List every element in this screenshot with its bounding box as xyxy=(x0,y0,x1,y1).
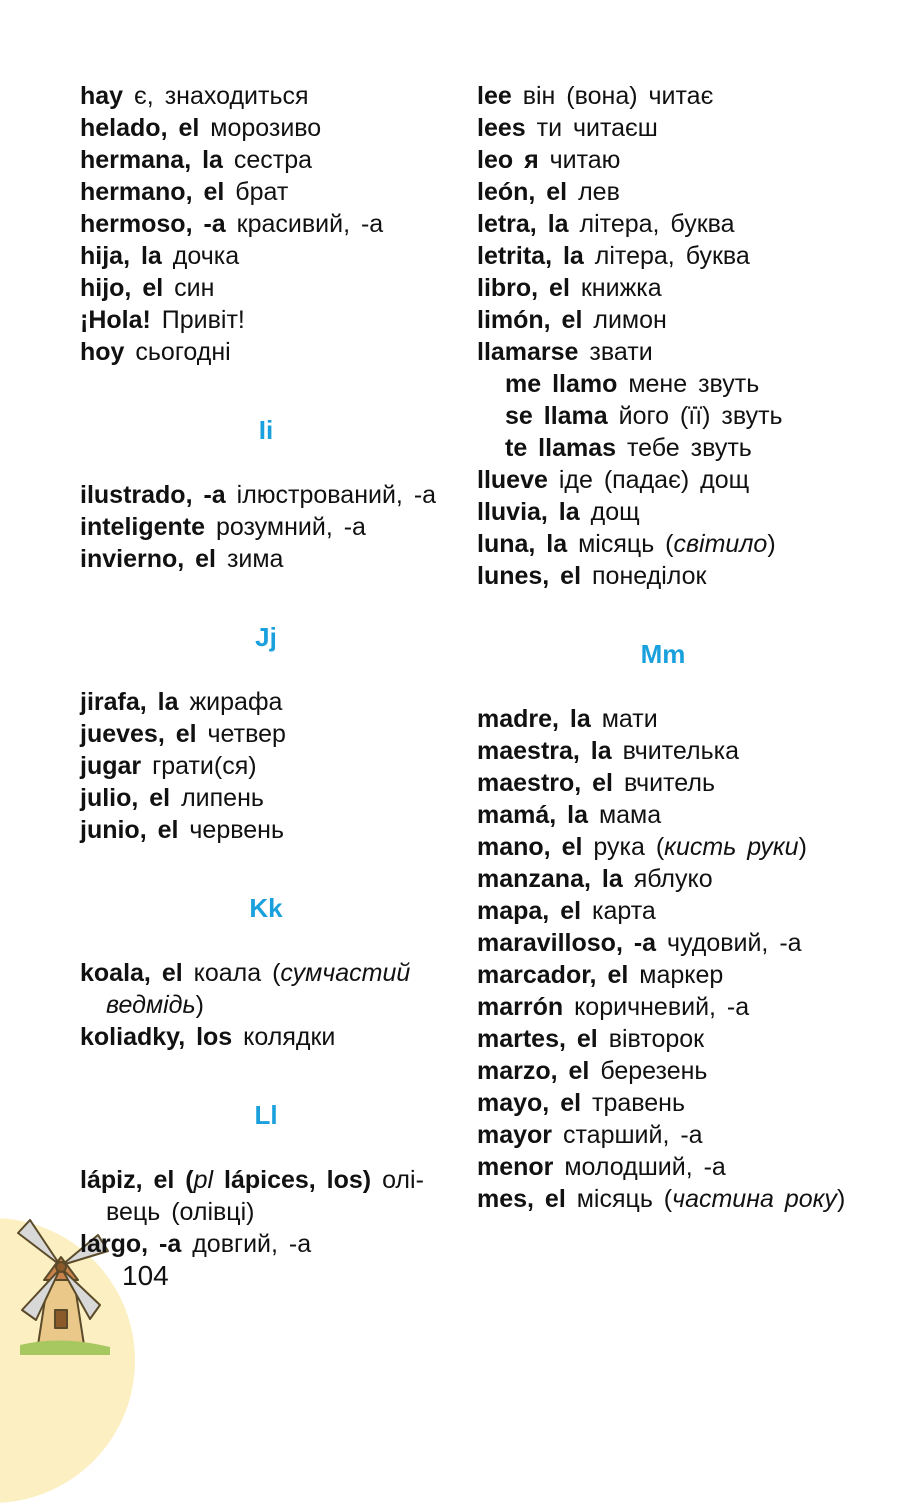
dictionary-entry xyxy=(477,1023,849,1055)
entry-translation: червень xyxy=(189,816,284,844)
entry-headword: hoy xyxy=(80,338,125,366)
entry-headword: jirafa, la xyxy=(80,688,179,716)
entry-translation: місяць ( xyxy=(576,1185,673,1213)
dictionary-entry xyxy=(80,1228,452,1260)
entry-headword: martes, el xyxy=(477,1025,598,1053)
dictionary-entry xyxy=(80,144,452,176)
entry-headword: leo я xyxy=(477,146,539,174)
dictionary-entry xyxy=(80,336,452,368)
llamarse-subentries xyxy=(477,368,849,464)
entry-translation: його (її) звуть xyxy=(618,402,783,430)
entry-translation: місяць ( xyxy=(578,530,674,558)
entry-translation: літера, буква xyxy=(594,242,750,270)
entry-translation: морозиво xyxy=(210,114,322,142)
entry-translation: лев xyxy=(578,178,620,206)
entry-headword: te llamas xyxy=(505,434,617,462)
entry-headword: mano, el xyxy=(477,833,583,861)
entry-headword: hija, la xyxy=(80,242,162,270)
entry-headword: maestra, la xyxy=(477,737,612,765)
entry-headword: limón, el xyxy=(477,306,583,334)
entry-headword: marrón xyxy=(477,993,564,1021)
entry-note: сумчастий ведмідь xyxy=(106,959,411,1019)
entry-abbreviation: pl xyxy=(193,1166,214,1194)
entry-translation: брат xyxy=(235,178,289,206)
entry-headword: lees xyxy=(477,114,526,142)
entry-headword: mapa, el xyxy=(477,897,582,925)
dictionary-entry xyxy=(477,496,849,528)
entry-translation: старший, -а xyxy=(563,1121,703,1149)
entry-translation: довгий, -а xyxy=(192,1230,312,1258)
dictionary-entry xyxy=(477,368,849,400)
entry-translation: сьогодні xyxy=(135,338,231,366)
dictionary-entry xyxy=(80,208,452,240)
dictionary-entry xyxy=(477,703,849,735)
dictionary-entry xyxy=(477,560,849,592)
entry-translation: жирафа xyxy=(189,688,283,716)
entry-headword: marzo, el xyxy=(477,1057,590,1085)
dictionary-entry xyxy=(477,1087,849,1119)
entry-headword: lápiz, el ( xyxy=(80,1166,194,1194)
dictionary-entry xyxy=(80,80,452,112)
entry-translation: олівець (олівці) xyxy=(106,1166,424,1226)
dictionary-entry xyxy=(477,1183,849,1215)
dictionary-entry xyxy=(477,112,849,144)
entry-translation: мене звуть xyxy=(628,370,760,398)
dictionary-entry xyxy=(477,464,849,496)
entry-headword: maestro, el xyxy=(477,769,614,797)
entry-headword: mes, el xyxy=(477,1185,566,1213)
entry-translation: ти читаєш xyxy=(536,114,658,142)
dictionary-entry xyxy=(477,927,849,959)
dictionary-entry xyxy=(80,1164,452,1228)
entry-headword: helado, el xyxy=(80,114,200,142)
left-column xyxy=(80,80,452,1260)
entry-headword: letra, la xyxy=(477,210,569,238)
section-l-entries xyxy=(477,80,849,368)
dictionary-entry xyxy=(477,208,849,240)
dictionary-entry xyxy=(477,799,849,831)
entry-headword: león, el xyxy=(477,178,568,206)
entry-headword: marcador, el xyxy=(477,961,629,989)
entry-translation: молодший, -а xyxy=(564,1153,726,1181)
entry-translation: яблуко xyxy=(633,865,713,893)
dictionary-entry xyxy=(477,144,849,176)
dictionary-entry xyxy=(80,1021,452,1053)
entry-translation-end: ) xyxy=(836,1185,846,1213)
entry-translation: син xyxy=(174,274,215,302)
letter-heading-k: Kk xyxy=(249,893,283,923)
section-m-entries xyxy=(477,703,849,831)
entry-translation: зима xyxy=(226,545,284,573)
dictionary-entry xyxy=(80,511,452,543)
entry-headword: koliadky, los xyxy=(80,1023,233,1051)
entry-headword: hay xyxy=(80,82,124,110)
dictionary-entry xyxy=(477,176,849,208)
entry-translation: красивий, -а xyxy=(236,210,384,238)
entry-headword: manzana, la xyxy=(477,865,623,893)
entry-translation: березень xyxy=(600,1057,708,1085)
letter-heading-j: Jj xyxy=(255,622,277,652)
page-number: 104 xyxy=(122,1260,169,1291)
section-i-entries xyxy=(80,479,452,575)
entry-translation: іде (падає) дощ xyxy=(558,466,750,494)
entry-translation: він (вона) читає xyxy=(522,82,714,110)
entry-headword: inteligente xyxy=(80,513,206,541)
entry-headword: junio, el xyxy=(80,816,179,844)
entry-headword: ilustrado, -a xyxy=(80,481,226,509)
entry-headword: julio, el xyxy=(80,784,171,812)
dictionary-entry xyxy=(477,80,849,112)
dictionary-entry xyxy=(80,479,452,511)
dictionary-entry xyxy=(477,863,849,895)
dictionary-entry xyxy=(477,895,849,927)
entry-note: кисть руки xyxy=(664,833,799,861)
dictionary-entry xyxy=(477,400,849,432)
entry-headword: madre, la xyxy=(477,705,591,733)
dictionary-entry xyxy=(477,767,849,799)
entry-translation: грати(ся) xyxy=(152,752,257,780)
entry-translation: понеділок xyxy=(592,562,707,590)
dictionary-entry xyxy=(477,831,849,863)
entry-translation: коричневий, -а xyxy=(574,993,750,1021)
entry-headword: mayor xyxy=(477,1121,553,1149)
entry-translation: дочка xyxy=(172,242,240,270)
entry-headword: mayo, el xyxy=(477,1089,582,1117)
entry-headword-plural: lápices, los) xyxy=(213,1166,372,1194)
right-column xyxy=(477,80,849,1215)
dictionary-entry xyxy=(80,718,452,750)
entry-translation: коала ( xyxy=(193,959,281,987)
dictionary-entry xyxy=(80,304,452,336)
entry-translation: тебе звуть xyxy=(626,434,752,462)
entry-translation-end: ) xyxy=(798,833,807,861)
dictionary-entry xyxy=(477,304,849,336)
entry-translation: вчителька xyxy=(622,737,739,765)
entry-headword: letrita, la xyxy=(477,242,584,270)
entry-translation-end: ) xyxy=(195,991,204,1019)
dictionary-entry xyxy=(477,1055,849,1087)
entry-headword: llueve xyxy=(477,466,548,494)
dictionary-entry xyxy=(477,991,849,1023)
entry-translation: є, знаходиться xyxy=(134,82,309,110)
entry-translation: читаю xyxy=(549,146,621,174)
entry-translation: книжка xyxy=(580,274,662,302)
entry-headword: hijo, el xyxy=(80,274,164,302)
entry-note: світило xyxy=(673,530,768,558)
section-m-entries-cont xyxy=(477,863,849,1183)
dictionary-entry xyxy=(80,686,452,718)
entry-translation: розумний, -а xyxy=(215,513,366,541)
dictionary-entry xyxy=(80,814,452,846)
dictionary-entry xyxy=(477,528,849,560)
entry-translation: карта xyxy=(592,897,656,925)
entry-translation: Привіт! xyxy=(161,306,245,334)
dictionary-entry xyxy=(80,272,452,304)
entry-translation: маркер xyxy=(639,961,724,989)
entry-translation: липень xyxy=(181,784,264,812)
letter-heading-i: Ii xyxy=(258,415,274,445)
dictionary-entry xyxy=(477,240,849,272)
section-j-entries xyxy=(80,686,452,846)
dictionary-entry xyxy=(80,782,452,814)
dictionary-entry xyxy=(80,112,452,144)
entry-headword: largo, -a xyxy=(80,1230,182,1258)
letter-heading-m: Mm xyxy=(640,639,686,669)
entry-headword: libro, el xyxy=(477,274,570,302)
entry-headword: lluvia, la xyxy=(477,498,580,526)
entry-translation: ілюстрований, -а xyxy=(236,481,437,509)
entry-headword: hermana, la xyxy=(80,146,223,174)
entry-translation: вчитель xyxy=(623,769,715,797)
entry-headword: me llamo xyxy=(505,370,618,398)
entry-translation: чудовий, -а xyxy=(667,929,802,957)
entry-translation: мати xyxy=(601,705,658,733)
letter-heading-l: Ll xyxy=(254,1100,278,1130)
dictionary-entry xyxy=(477,1119,849,1151)
entry-headword: se llama xyxy=(505,402,608,430)
dictionary-entry xyxy=(80,957,452,1021)
entry-headword: invierno, el xyxy=(80,545,216,573)
entry-translation: вівторок xyxy=(608,1025,705,1053)
dictionary-entry xyxy=(80,543,452,575)
entry-headword: menor xyxy=(477,1153,554,1181)
entry-headword: lee xyxy=(477,82,512,110)
entry-headword: hermano, el xyxy=(80,178,225,206)
entry-headword: jueves, el xyxy=(80,720,197,748)
entry-translation: дощ xyxy=(590,498,640,526)
dictionary-entry xyxy=(477,959,849,991)
entry-translation: колядки xyxy=(243,1023,336,1051)
dictionary-entry xyxy=(80,176,452,208)
dictionary-entry xyxy=(80,240,452,272)
entry-translation: літера, буква xyxy=(579,210,735,238)
entry-translation: мама xyxy=(598,801,662,829)
entry-translation: травень xyxy=(592,1089,686,1117)
section-l-entries-cont xyxy=(477,464,849,528)
dictionary-entry xyxy=(477,735,849,767)
dictionary-entry xyxy=(477,432,849,464)
entry-translation: сестра xyxy=(233,146,313,174)
entry-headword: maravilloso, -a xyxy=(477,929,657,957)
dictionary-entry xyxy=(477,336,849,368)
entry-headword: hermoso, -a xyxy=(80,210,226,238)
dictionary-entry xyxy=(80,750,452,782)
entry-headword: mamá, la xyxy=(477,801,589,829)
entry-translation-end: ) xyxy=(767,530,776,558)
entry-headword: jugar xyxy=(80,752,142,780)
entry-translation: четвер xyxy=(207,720,286,748)
entry-translation: звати xyxy=(589,338,653,366)
entry-headword: ¡Hola! xyxy=(80,306,151,334)
entry-note: частина року xyxy=(672,1185,837,1213)
entry-headword: luna, la xyxy=(477,530,568,558)
entry-translation: рука ( xyxy=(593,833,665,861)
entry-headword: llamarse xyxy=(477,338,579,366)
entry-translation: лимон xyxy=(593,306,667,334)
section-h-entries xyxy=(80,80,452,368)
dictionary-entry xyxy=(477,1151,849,1183)
dictionary-entry xyxy=(477,272,849,304)
entry-headword: koala, el xyxy=(80,959,183,987)
entry-headword: lunes, el xyxy=(477,562,582,590)
